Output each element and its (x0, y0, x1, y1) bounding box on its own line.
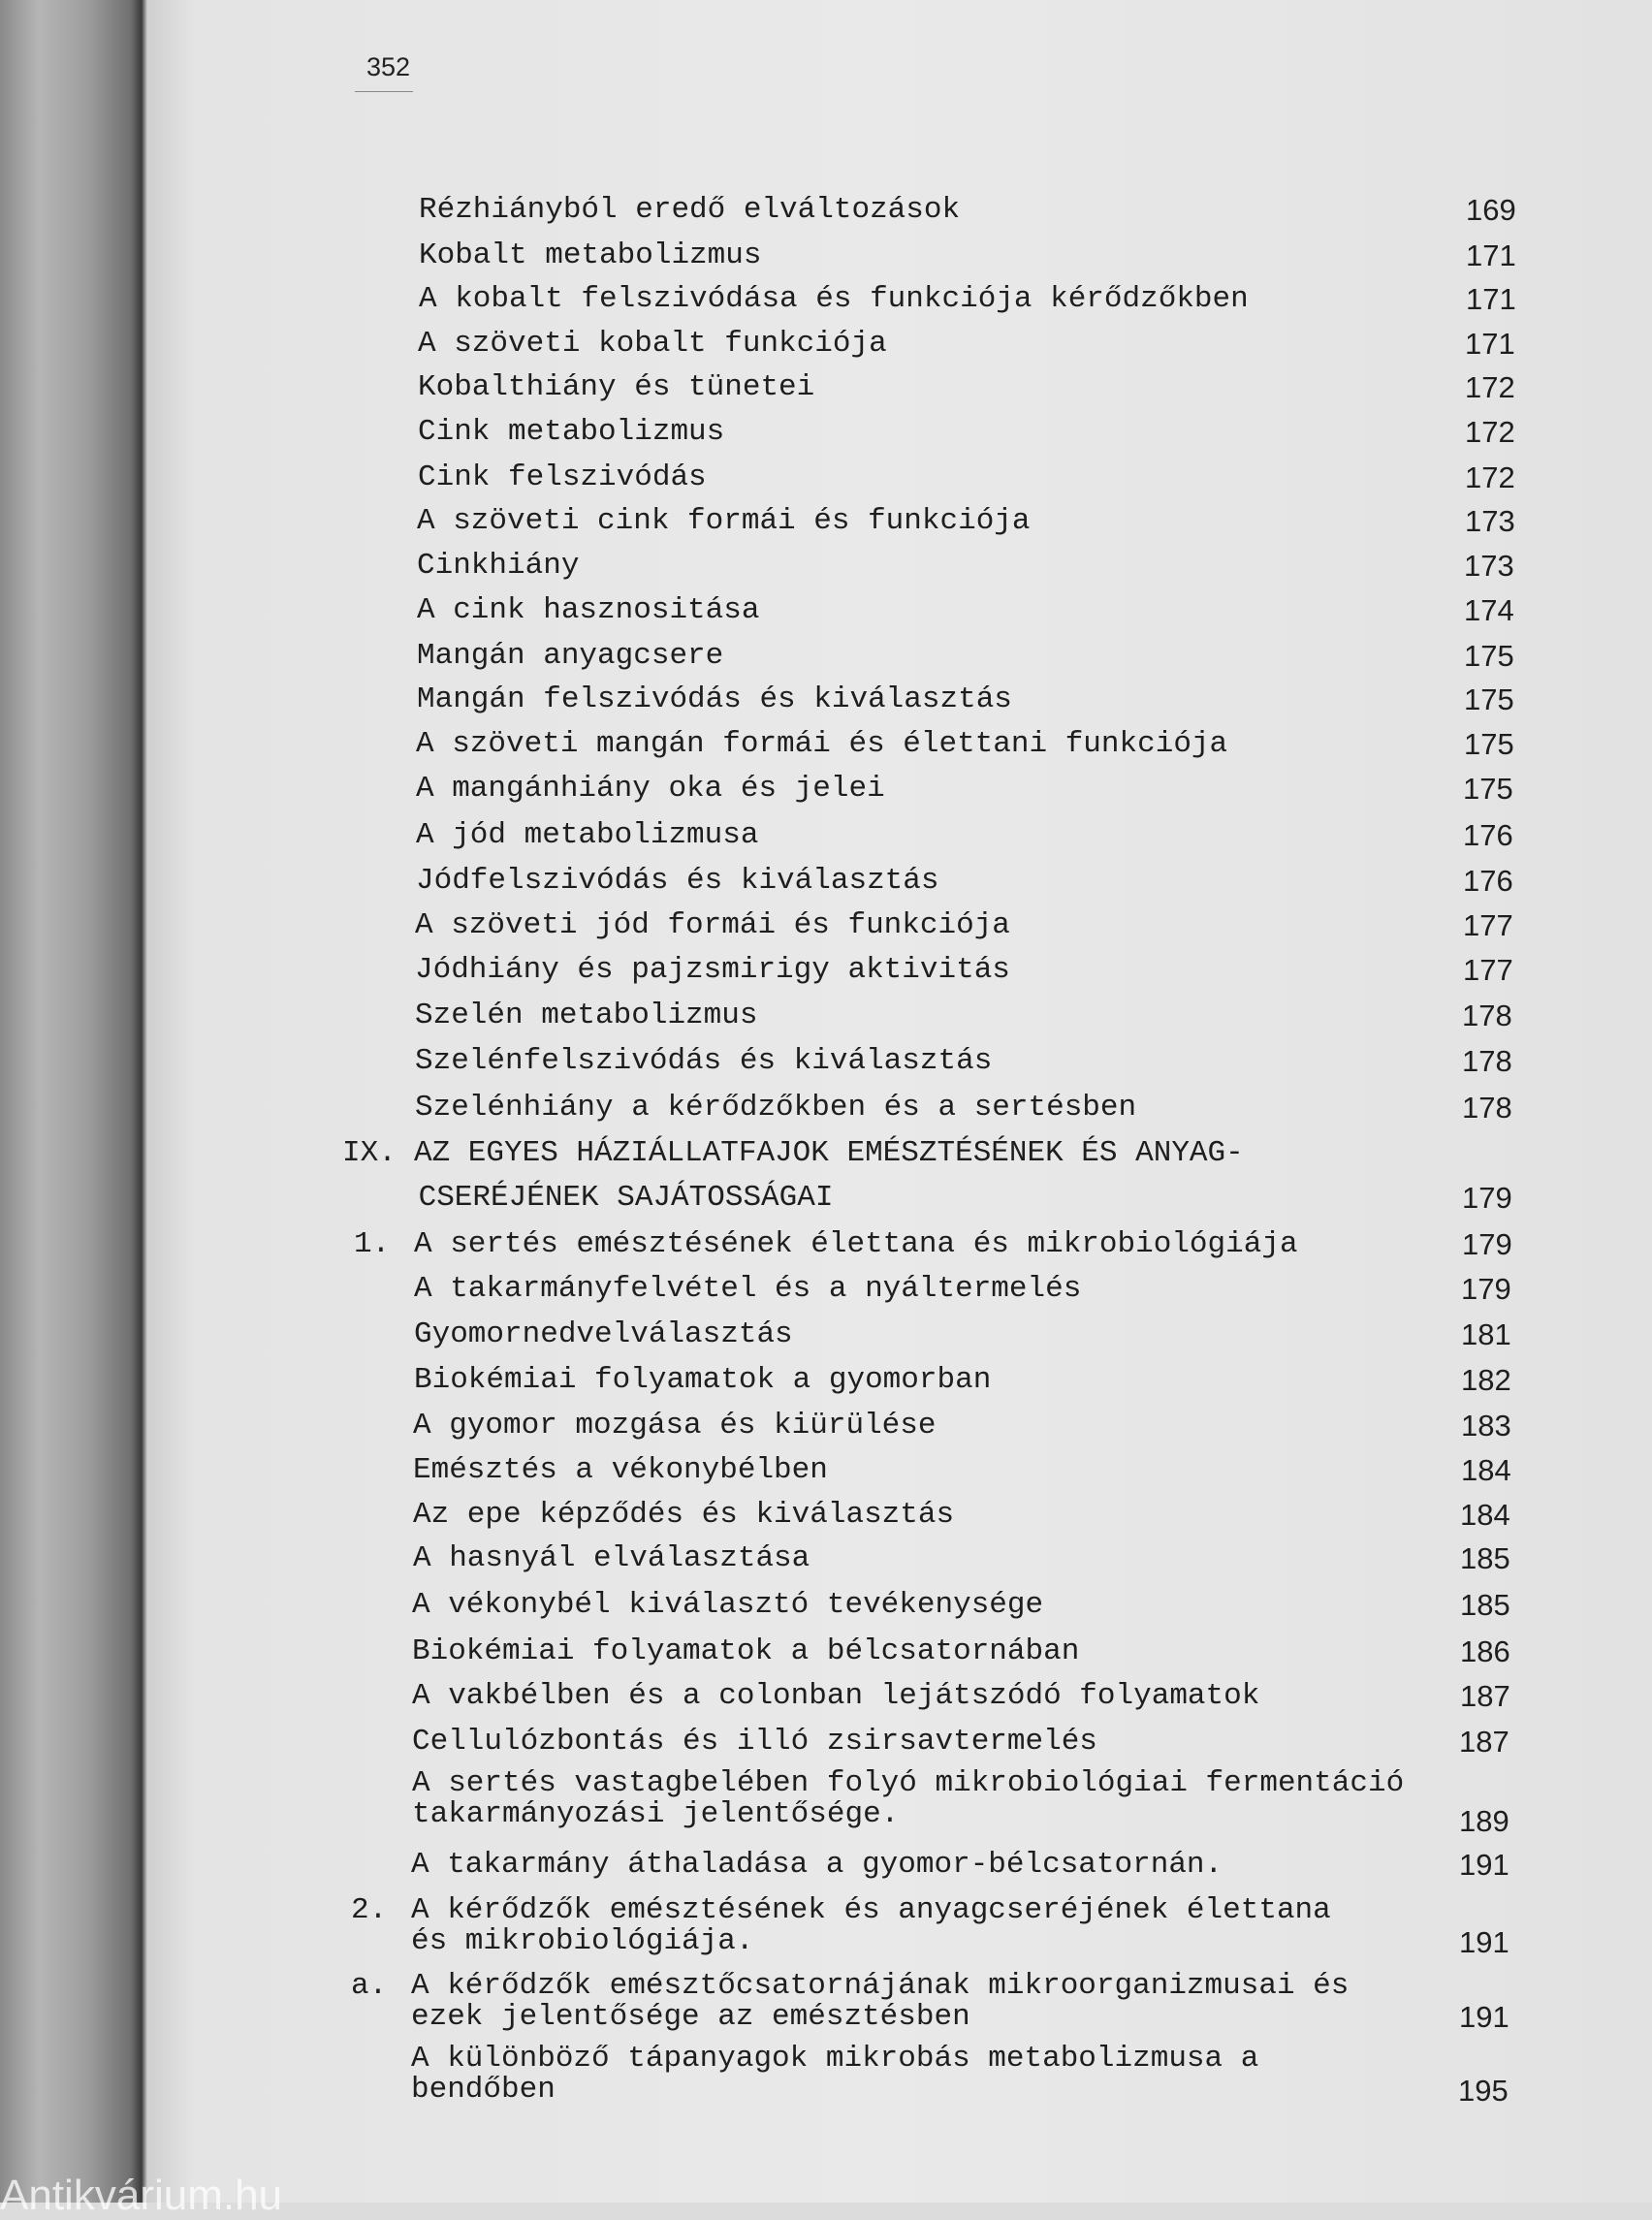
toc-entry-title: Szelénhiány a kérődzőkben és a sertésben (415, 1091, 1137, 1125)
toc-entry-title: A kérődzők emésztőcsatornájának mikroorganizmusai és (411, 1969, 1350, 2003)
toc-entry-page: 173 (1465, 504, 1515, 538)
toc-entry-page: 183 (1461, 1409, 1511, 1443)
toc-entry-number: a. (351, 1969, 388, 2003)
toc-entry-page: 175 (1464, 727, 1514, 761)
toc-entry-title: Biokémiai folyamatok a gyomorban (414, 1363, 992, 1397)
toc-entry-title: Cink felszivódás (418, 460, 707, 494)
toc-entry-page: 175 (1464, 639, 1514, 673)
page-number-underline (355, 91, 413, 92)
toc-entry-title: Kobalt metabolizmus (419, 238, 762, 272)
toc-entry-page: 195 (1458, 2074, 1509, 2108)
toc-entry-page: 171 (1465, 327, 1515, 361)
toc-entry-title: Szelén metabolizmus (415, 999, 758, 1032)
toc-entry-page: 185 (1460, 1588, 1510, 1622)
toc-entry-page: 182 (1461, 1363, 1511, 1397)
toc-entry-page: 184 (1461, 1453, 1511, 1487)
toc-entry-title: AZ EGYES HÁZIÁLLATFAJOK EMÉSZTÉSÉNEK ÉS ANYAG- (414, 1136, 1244, 1170)
toc-entry-title: Biokémiai folyamatok a bélcsatornában (412, 1634, 1080, 1668)
toc-entry-title: A takarmányfelvétel és a nyáltermelés (414, 1272, 1082, 1306)
toc-entry-title-continued: CSERÉJÉNEK SAJÁTOSSÁGAI (400, 1181, 834, 1215)
toc-entry-page: 179 (1461, 1272, 1511, 1306)
toc-entry-page: 179 (1462, 1227, 1512, 1261)
toc-entry-title: Jódfelszivódás és kiválasztás (416, 864, 939, 898)
toc-entry-page: 173 (1464, 549, 1514, 583)
toc-entry-number: IX. (342, 1136, 397, 1170)
toc-entry-title: Cinkhiány (417, 549, 580, 583)
toc-entry-title: A kobalt felszivódása és funkciója kérődzőkben (419, 282, 1249, 316)
toc-entry-page: 176 (1463, 818, 1513, 852)
toc-entry-title: A takarmány áthaladása a gyomor-bélcsatornán. (411, 1848, 1223, 1882)
toc-entry-title-continued: és mikrobiológiája. (411, 1924, 754, 1958)
toc-entry-title: A jód metabolizmusa (416, 818, 759, 852)
toc-entry-title-continued: ezek jelentősége az emésztésben (411, 2000, 970, 2034)
toc-entry-title: A sertés emésztésének élettana és mikrobiológiája (414, 1227, 1298, 1261)
toc-entry-title: A gyomor mozgása és kiürülése (413, 1409, 937, 1443)
toc-entry-page: 177 (1463, 953, 1513, 987)
toc-entry-title: A sertés vastagbelében folyó mikrobiológiai fermentáció (412, 1766, 1405, 1800)
toc-entry-page: 179 (1462, 1181, 1512, 1215)
toc-entry-title: Mangán felszivódás és kiválasztás (417, 682, 1012, 716)
toc-entry-title: Emésztés a vékonybélben (413, 1453, 828, 1487)
toc-entry-title: A mangánhiány oka és jelei (416, 772, 885, 806)
toc-entry-page: 184 (1460, 1498, 1510, 1532)
toc-entry-title: A cink hasznositása (417, 593, 760, 627)
toc-entry-title: Jódhiány és pajzsmirigy aktivitás (415, 953, 1010, 987)
toc-entry-title: Az epe képződés és kiválasztás (413, 1498, 955, 1532)
toc-entry-title: A vékonybél kiválasztó tevékenysége (412, 1588, 1044, 1622)
toc-entry-page: 175 (1464, 682, 1514, 716)
toc-entry-page: 172 (1465, 370, 1515, 404)
toc-entry-page: 178 (1462, 999, 1512, 1032)
toc-entry-title: Kobalthiány és tünetei (418, 370, 815, 404)
toc-entry-page: 189 (1459, 1804, 1509, 1838)
toc-entry-number: 2. (351, 1893, 388, 1927)
toc-entry-title: Mangán anyagcsere (417, 639, 724, 673)
toc-entry-page: 187 (1459, 1725, 1509, 1759)
toc-entry-page: 172 (1465, 415, 1515, 449)
toc-entry-title: Rézhiányból eredő elváltozások (419, 193, 961, 227)
toc-entry-title: Gyomornedvelválasztás (414, 1317, 793, 1351)
toc-entry-title: Cellulózbontás és illó zsirsavtermelés (412, 1725, 1097, 1759)
toc-entry-page: 178 (1462, 1044, 1512, 1078)
toc-entry-title: A szöveti mangán formái és élettani funkciója (416, 727, 1228, 761)
toc-entry-page: 181 (1461, 1317, 1511, 1351)
toc-entry-title: A szöveti cink formái és funkciója (417, 504, 1031, 538)
toc-entry-page: 169 (1466, 193, 1516, 227)
toc-entry-title: Szelénfelszivódás és kiválasztás (415, 1044, 993, 1078)
page-number: 352 (366, 52, 411, 81)
toc-entry-page: 177 (1463, 908, 1513, 942)
toc-entry-number: 1. (354, 1227, 391, 1261)
toc-entry-title: Cink metabolizmus (418, 415, 725, 449)
toc-entry-page: 191 (1459, 1848, 1509, 1882)
toc-entry-title: A vakbélben és a colonban lejátszódó folyamatok (412, 1679, 1260, 1713)
toc-entry-page: 178 (1462, 1091, 1512, 1125)
toc-entry-title: A szöveti jód formái és funkciója (415, 908, 1010, 942)
toc-entry-page: 172 (1465, 460, 1515, 494)
watermark: Antikvárium.hu (0, 2172, 283, 2219)
toc-entry-page: 191 (1459, 1925, 1509, 1959)
toc-entry-page: 171 (1466, 238, 1516, 272)
toc-entry-title-continued: takarmányozási jelentősége. (412, 1797, 900, 1831)
toc-entry-page: 185 (1460, 1541, 1510, 1575)
toc-entry-page: 186 (1460, 1634, 1510, 1668)
toc-entry-title: A különböző tápanyagok mikrobás metabolizmusa a (411, 2042, 1259, 2076)
toc-entry-title: A kérődzők emésztésének és anyagcseréjének élettana (411, 1893, 1331, 1927)
toc-entry-title: A hasnyál elválasztása (413, 1541, 810, 1575)
toc-entry-page: 174 (1464, 593, 1514, 627)
toc-entry-page: 175 (1463, 772, 1513, 806)
toc-entry-page: 171 (1466, 282, 1516, 316)
toc-entry-title: A szöveti kobalt funkciója (418, 327, 887, 361)
toc-entry-page: 187 (1460, 1679, 1510, 1713)
toc-entry-title-continued: bendőben (411, 2073, 556, 2107)
toc-entry-page: 176 (1463, 864, 1513, 898)
toc-entry-page: 191 (1459, 2000, 1509, 2034)
